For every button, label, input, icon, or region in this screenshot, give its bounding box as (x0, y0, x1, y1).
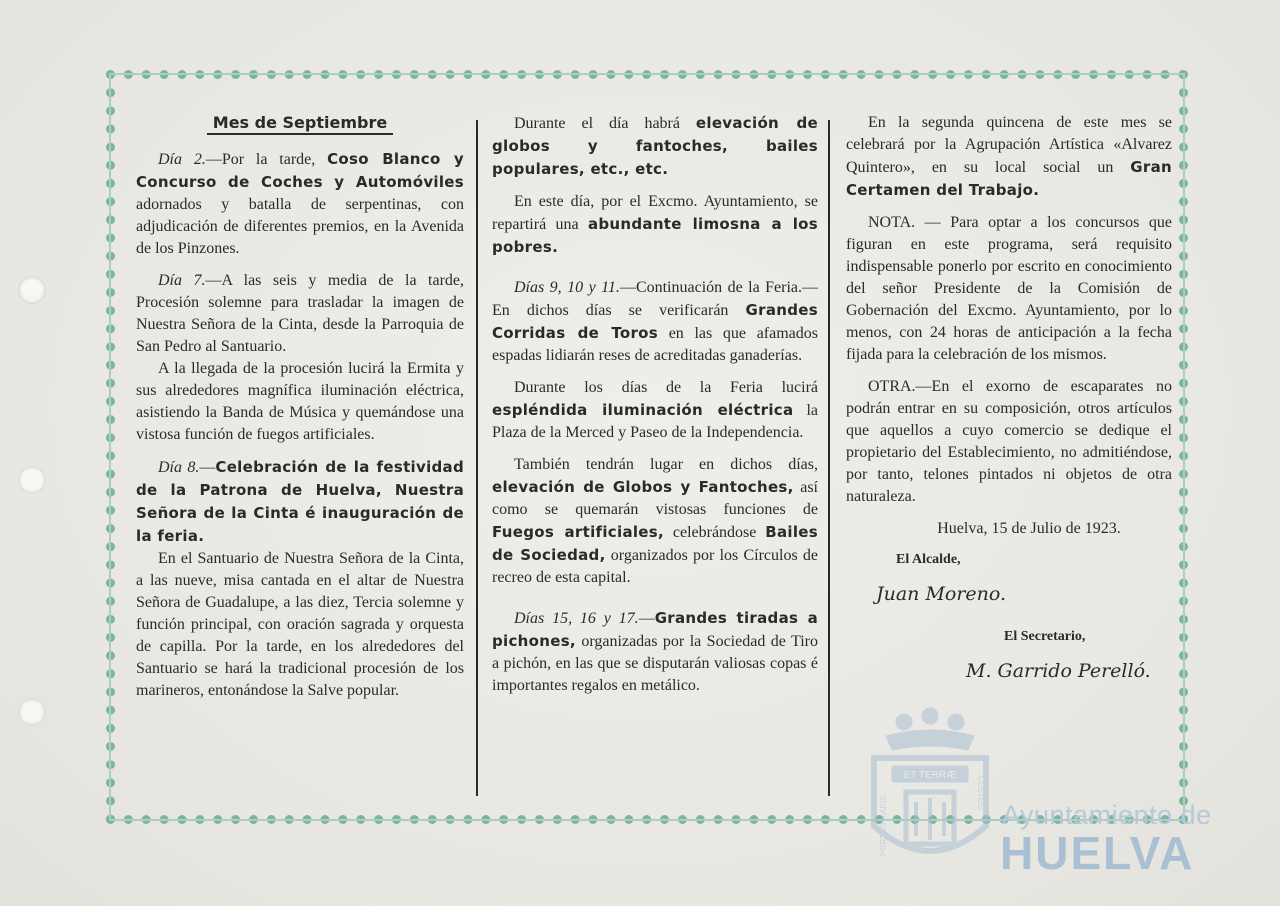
paragraph-dias-15-17: Días 15, 16 y 17.—Grandes tiradas a pichones, organizadas por la Sociedad de Tiro a pichón, en las que se disputarán valiosas copas é importantes regalos en metálico. (492, 609, 818, 694)
paragraph-fuegos: También tendrán lugar en dichos días, elevación de Globos y Fantoches, así como se quemarán vistosas funciones de Fuegos artificiales, celebrándose Bailes de Sociedad, organizados por los Círculos de recreo de esta capital. (492, 456, 819, 586)
secretario-label: El Secretario, (1004, 629, 1086, 644)
column-right (846, 112, 1172, 694)
column-divider (476, 120, 478, 796)
paragraph-dias-9-11: Días 9, 10 y 11.—Continuación de la Feria.—En dichos días se verificarán Grandes Corridas de Toros en las que afamados espadas lidiarán reses de acreditadas ganaderías. (492, 279, 819, 364)
punch-hole (18, 466, 46, 494)
alcalde-label: El Alcalde, (896, 552, 961, 567)
paragraph-dia-8: Día 8.—Celebración de la festividad de la Patrona de Huelva, Nuestra Señora de la Cinta é inauguración de la feria. (136, 458, 465, 545)
svg-text:ET TERRÆ: ET TERRÆ (903, 770, 957, 781)
svg-text:PORTUS MARIS: PORTUS MARIS (879, 795, 888, 856)
paragraph-dia-8-cont: En el Santuario de Nuestra Señora de la Cinta, a las nueve, misa cantada en el altar de Nuestra Señora de Guadalupe, a las diez, Tercia solemne y función principal, con oración sagrada y orquesta de capilla. Por la tarde, en los alrededores del Santuario se hará la tradicional procesión de los marineros, entonándose la Salve popular. (136, 550, 464, 699)
paragraph-globos: Durante el día habrá elevación de globos y fantoches, bailes populares, etc., etc. (492, 114, 819, 178)
punch-hole (18, 276, 46, 304)
column-left (136, 112, 464, 712)
punch-hole (18, 698, 46, 726)
column-divider (828, 120, 830, 796)
secretario-signature: M. Garrido Perelló. (966, 660, 1151, 682)
paragraph-limosna: En este día, por el Excmo. Ayuntamiento, se repartirá una abundante limosna a los pobres. (492, 193, 819, 256)
paragraph-dia-7: Día 7.—A las seis y media de la tarde, Procesión solemne para trasladar la imagen de Nuestra Señora de la Cinta, desde la Parroquia de San Pedro al Santuario. (136, 272, 464, 355)
paragraph-iluminacion: Durante los días de la Feria lucirá espléndida iluminación eléctrica la Plaza de la Merced y Paseo de la Independencia. (492, 379, 818, 441)
paragraph-otra: OTRA.—En el exorno de escaparates no podrán entrar en su composición, otros artículos que aquellos a cuyo comercio se dedique el propietario del Establecimiento, no admitiéndose, por tanto, telones pintados ni objetos de otra naturaleza. (846, 378, 1172, 505)
column-middle (492, 112, 818, 707)
place-date: Huelva, 15 de Julio de 1923. (937, 520, 1121, 537)
watermark-line1: Ayuntamiento de (1002, 800, 1212, 830)
paragraph-certamen: En la segunda quincena de este mes se celebrará por la Agrupación Artística «Alvarez Quintero», en su local social un Gran Certamen del Trabajo. (846, 114, 1172, 199)
svg-text:CUSTOS: CUSTOS (976, 776, 985, 810)
paragraph-dia-2: Día 2.—Por la tarde, Coso Blanco y Concurso de Coches y Automóviles adornados y batalla de serpentinas, con adjudicación de diferentes premios, en la Avenida de los Pinzones. (136, 150, 465, 257)
alcalde-signature: Juan Moreno. (876, 583, 1007, 605)
paragraph-dia-7-cont: A la llegada de la procesión lucirá la Ermita y sus alrededores magnífica iluminación eléctrica, asistiendo la Banda de Música y quemándose una vistosa función de fuegos artificiales. (136, 360, 464, 443)
paragraph-nota: NOTA. — Para optar a los concursos que figuran en este programa, será requisito indispensable ponerlo por escrito en conocimiento del señor Presidente de la Comisión de Gobernación del Excmo. Ayuntamiento, por lo menos, con 24 horas de anticipación a la fecha fijada para la celebración de los mismos. (846, 214, 1172, 363)
section-heading: Mes de Septiembre (136, 112, 464, 134)
watermark-line2: HUELVA (1000, 827, 1195, 879)
